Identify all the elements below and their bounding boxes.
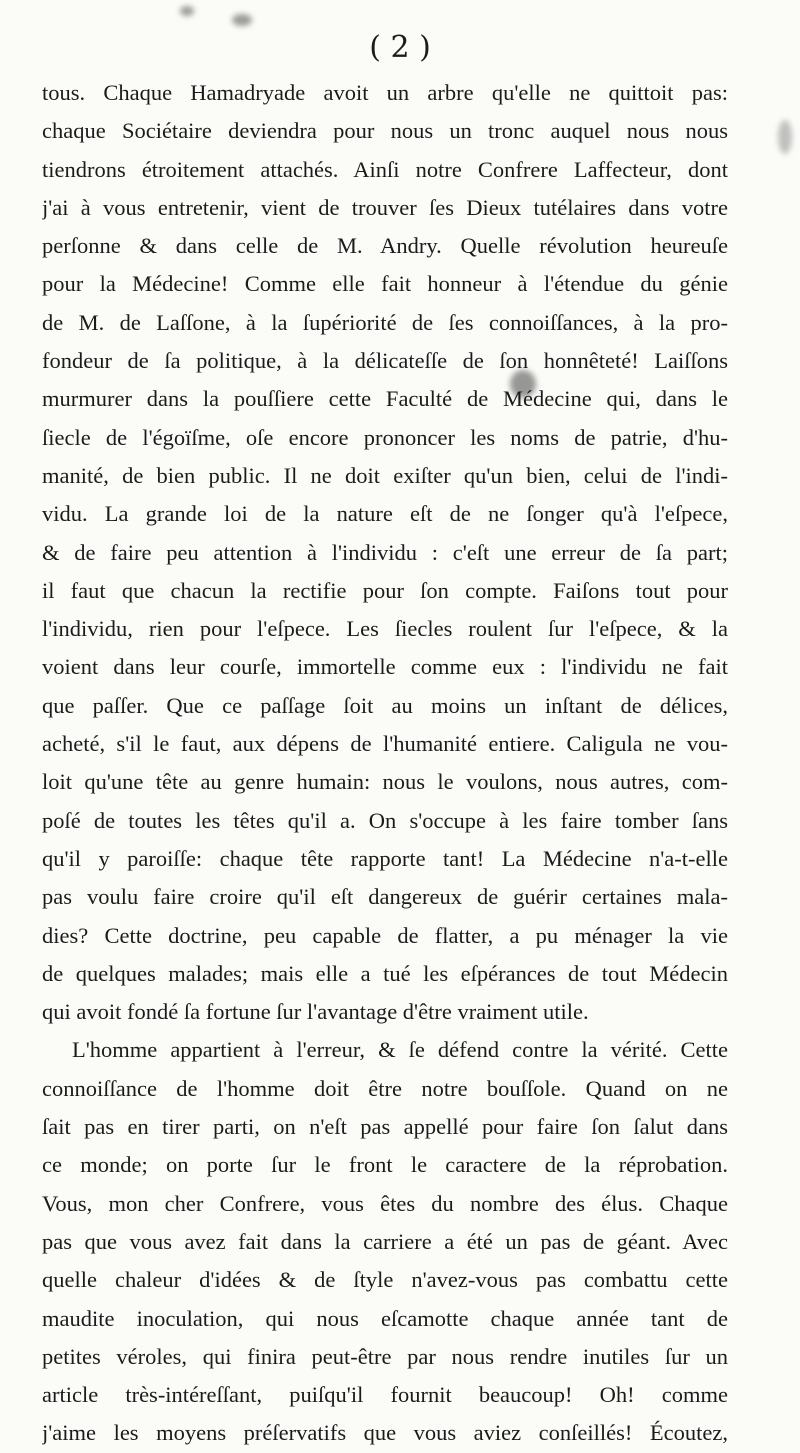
text-line: pas que vous avez fait dans la carriere a été un pas de géant. Avec <box>42 1228 728 1254</box>
text-line: pour la Médecine! Comme elle fait honneur à l'étendue du génie <box>42 271 728 297</box>
text-line: tous. Chaque Hamadryade avoit un arbre qu'elle ne quittoit pas: <box>42 80 728 105</box>
text-line: ce monde; on porte ſur le front le caractere de la réprobation. <box>42 1152 728 1178</box>
text-line: l'individu, rien pour l'eſpece. Les ſiecles roulent ſur l'eſpece, & la <box>42 616 728 642</box>
text-line: de quelques malades; mais elle a tué les eſpérances de tout Médecin <box>42 960 728 986</box>
ink-smudge <box>232 14 252 26</box>
text-line: Vous, mon cher Confrere, vous êtes du nombre des élus. Chaque <box>42 1190 728 1216</box>
page-number: ( 2 ) <box>369 30 431 65</box>
text-line: perſonne & dans celle de M. Andry. Quelle révolution heureuſe <box>42 233 728 259</box>
text-line: j'aime les moyens préſervatifs que vous aviez conſeillés! Écoutez, <box>42 1420 728 1446</box>
text-line: de M. de Laſſone, à la ſupériorité de ſes connoiſſances, à la pro- <box>42 309 728 335</box>
text-line: voient dans leur courſe, immortelle comme eux : l'individu ne fait <box>42 654 728 680</box>
text-line: chaque Sociétaire deviendra pour nous un tronc auquel nous nous <box>42 118 728 144</box>
paragraph-first-line: L'homme appartient à l'erreur, & ſe défend contre la vérité. Cette <box>72 1037 728 1063</box>
ink-smudge <box>778 120 792 154</box>
text-line: loit qu'une tête au genre humain: nous le voulons, nous autres, com- <box>42 769 728 795</box>
text-line: quelle chaleur d'idées & de ſtyle n'avez-vous pas combattu cette <box>42 1267 728 1293</box>
text-line: connoiſſance de l'homme doit être notre bouſſole. Quand on ne <box>42 1075 728 1101</box>
text-line: maudite inoculation, qui nous eſcamotte chaque année tant de <box>42 1305 728 1331</box>
ink-smudge <box>180 6 194 16</box>
text-line: ſiecle de l'égoïſme, oſe encore prononcer les noms de patrie, d'hu- <box>42 424 728 450</box>
body-text <box>42 74 728 1453</box>
text-line: acheté, s'il le faut, aux dépens de l'humanité entiere. Caligula ne vou- <box>42 731 728 757</box>
text-line: poſé de toutes les têtes qu'il a. On s'occupe à les faire tomber ſans <box>42 807 728 833</box>
text-line: j'ai à vous entretenir, vient de trouver ſes Dieux tutélaires dans votre <box>42 194 728 220</box>
text-line: ſait pas en tirer parti, on n'eſt pas appellé pour faire ſon ſalut dans <box>42 1114 728 1140</box>
text-line: manité, de bien public. Il ne doit exiſter qu'un bien, celui de l'indi- <box>42 462 728 488</box>
text-line: tiendrons étroitement attachés. Ainſi notre Confrere Laffecteur, dont <box>42 156 728 182</box>
text-line: dies? Cette doctrine, peu capable de flatter, a pu ménager la vie <box>42 922 728 948</box>
text-line: qu'il y paroiſſe: chaque tête rapporte tant! La Médecine n'a-t-elle <box>42 845 728 871</box>
paragraph-last-line: qui avoit fondé ſa fortune ſur l'avantage d'être vraiment utile. <box>42 999 589 1025</box>
text-line: & de faire peu attention à l'individu : c'eſt une erreur de ſa part; <box>42 539 728 565</box>
text-line: fondeur de ſa politique, à la délicateſſe de ſon honnêteté! Laiſſons <box>42 348 728 374</box>
text-line: murmurer dans la pouſſiere cette Faculté de Médecine qui, dans le <box>42 386 728 412</box>
text-line: petites véroles, qui finira peut-être par nous rendre inutiles ſur un <box>42 1343 728 1369</box>
text-line: vidu. La grande loi de la nature eſt de ne ſonger qu'à l'eſpece, <box>42 501 728 527</box>
text-line: article très-intéreſſant, puiſqu'il fournit beaucoup! Oh! comme <box>42 1382 728 1408</box>
text-line: il faut que chacun la rectifie pour ſon compte. Faiſons tout pour <box>42 577 728 603</box>
text-line: que paſſer. Que ce paſſage ſoit au moins un inſtant de délices, <box>42 692 728 718</box>
text-line: pas voulu faire croire qu'il eſt dangereux de guérir certaines mala- <box>42 884 728 910</box>
